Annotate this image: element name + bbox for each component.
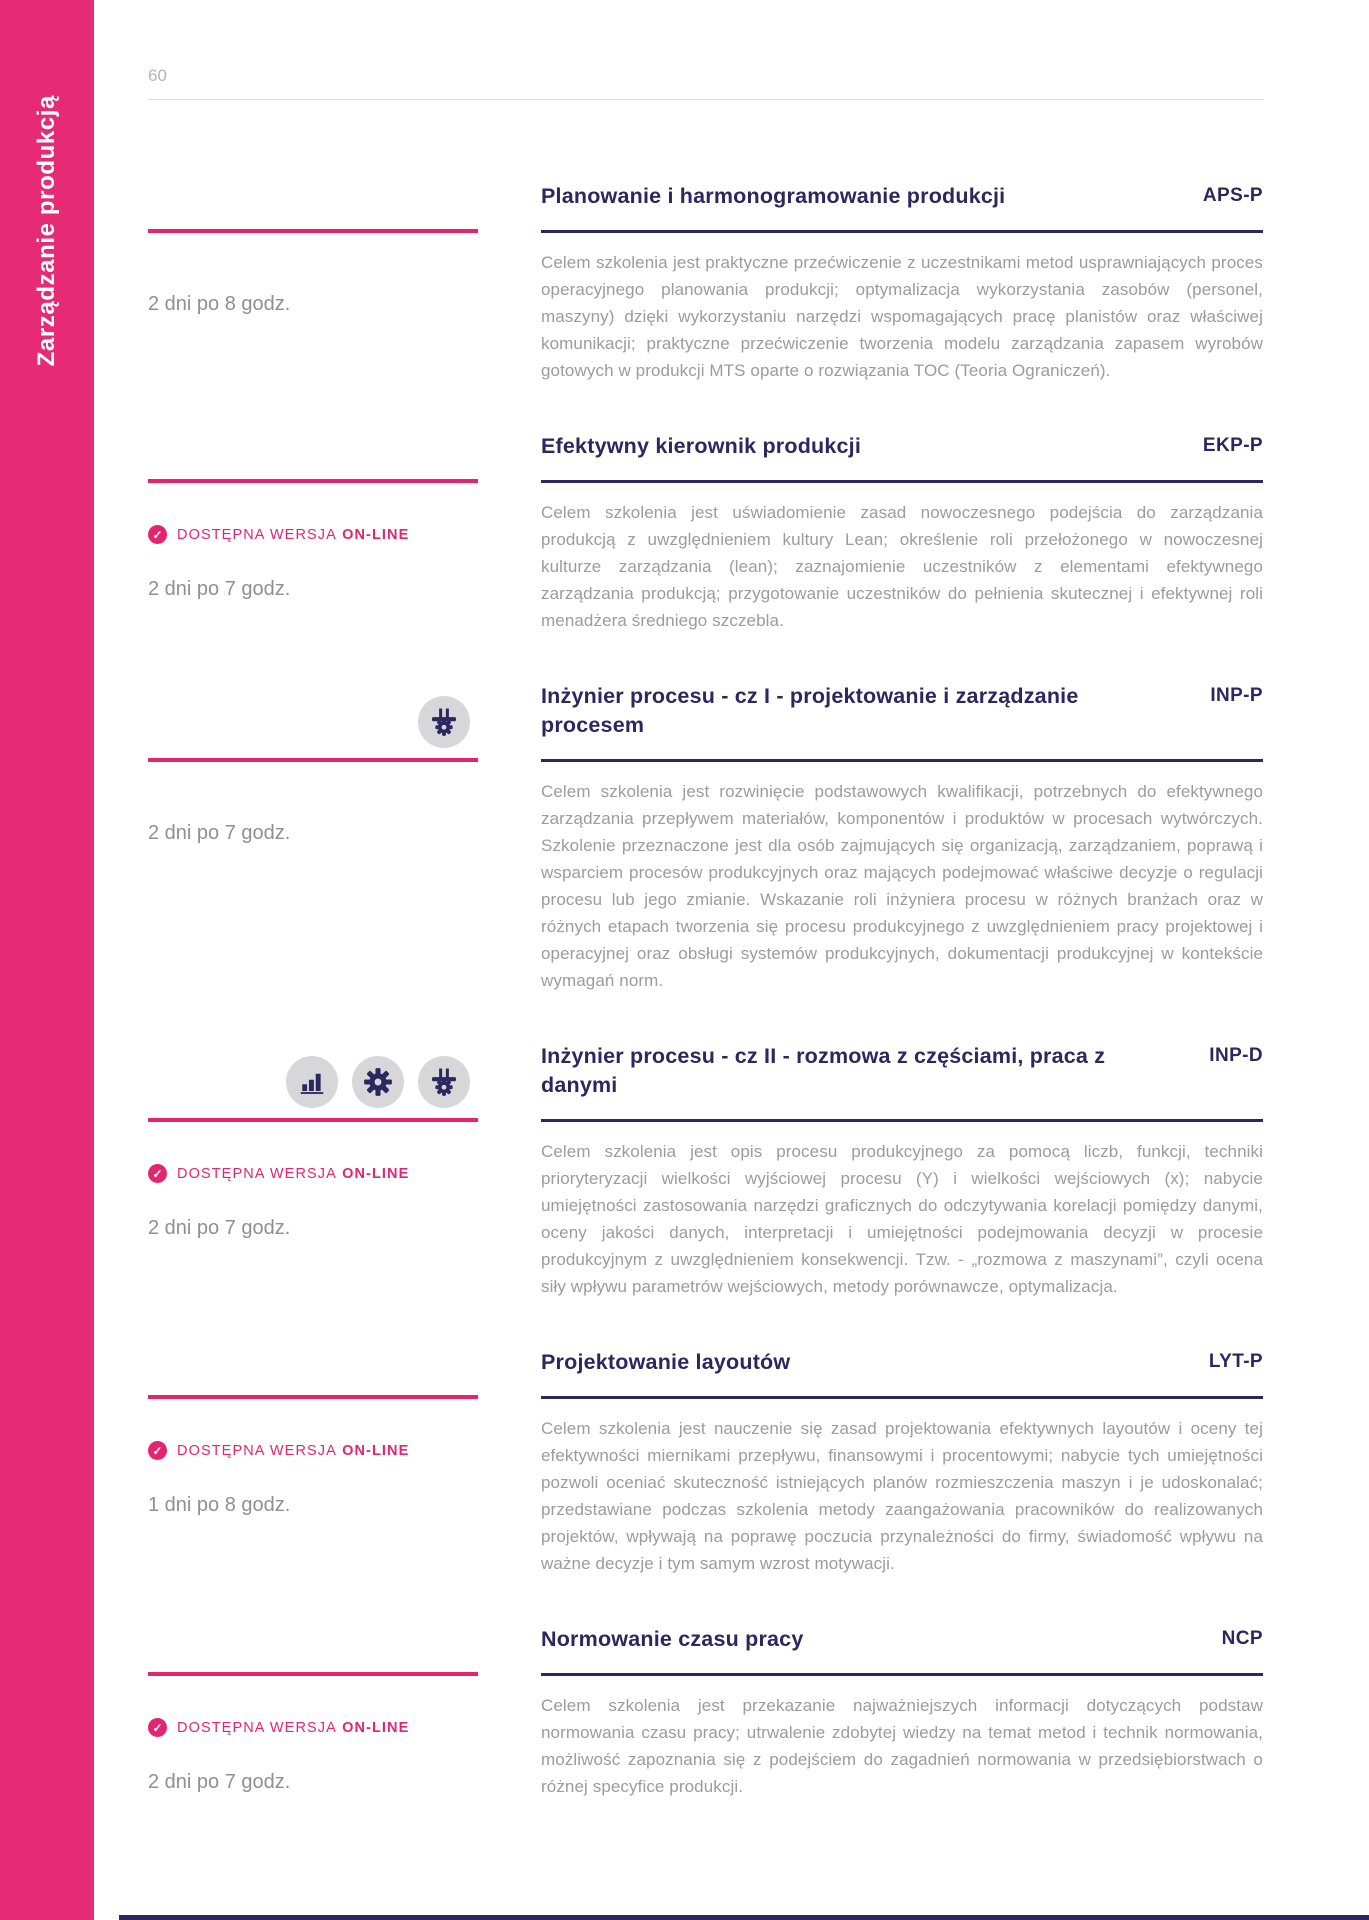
course-title-row (541, 432, 1263, 479)
check-icon: ✓ (148, 525, 167, 544)
course-code: INP-P (1210, 685, 1263, 707)
check-icon: ✓ (148, 1718, 167, 1737)
course-section (148, 682, 1263, 994)
online-badge (148, 525, 478, 544)
course-meta (148, 1122, 478, 1300)
course-duration: 2 dni po 7 godz. (148, 578, 291, 601)
course-section (148, 1042, 1263, 1300)
course-description: Celem szkolenia jest praktyczne przećwiczenie z uczestnikami metod usprawniających proces operacyjnego planowania produkcji; optymalizacja wykorzystania zasobów (personel, maszyny) dzięki wykorzystaniu narzędzi wspomagających pracę planistów oraz właściwej komunikacji; praktyczne przećwiczenie tworzenia modelu zarządzania zapasem wyrobów gotowych w produkcji MTS oparte o rozwiązania TOC (Teoria Ograniczeń). (541, 253, 1263, 381)
header-rule (148, 99, 1263, 100)
online-badge-label: DOSTĘPNA WERSJA ON-LINE (177, 1165, 410, 1182)
category-label: Zarządzanie produkcją (33, 95, 60, 367)
course-description: Celem szkolenia jest uświadomienie zasad nowoczesnego podejścia do zarządzania produkcją z uwzględnieniem kultury Lean; określenie roli przełożonego w nowoczesnej kulturze zarządzania (lean); zaznajomienie uczestników z elementami efektywnego zarządzania produkcją; przygotowanie uczestników do pełnienia skutecznej i efektywnej roli menadżera średniego szczebla. (541, 503, 1263, 631)
online-badge (148, 1441, 478, 1460)
category-sidebar (0, 0, 94, 1920)
online-badge (148, 1718, 478, 1737)
course-meta (148, 1676, 478, 1800)
course-title-row (541, 682, 1263, 758)
check-icon: ✓ (148, 1164, 167, 1183)
course-code: INP-D (1209, 1045, 1263, 1067)
course-duration: 2 dni po 7 godz. (148, 1217, 291, 1240)
course-title: Inżynier procesu - cz II - rozmowa z częściami, praca z danymi (541, 1044, 1106, 1098)
check-icon: ✓ (148, 1441, 167, 1460)
course-duration: 1 dni po 8 godz. (148, 1494, 291, 1517)
course-description: Celem szkolenia jest rozwinięcie podstawowych kwalifikacji, potrzebnych do efektywnego zarządzania przepływem materiałów, komponentów i produktów w procesach wytwórczych. Szkolenie przeznaczone jest dla osób zajmujących się organizacją, zarządzaniem, poprawą i wsparciem procesów produkcyjnych oraz mających podejmować właściwe decyzje o regulacji procesu lub jego zmianie. Wskazanie roli inżyniera procesu w różnych branżach oraz w różnych etapach tworzenia się procesu produkcyjnego z uwzględnieniem pracy projektowej i operacyjnej oraz obsługi systemów produkcyjnych, dokumentacji produkcyjnej w kontekście wymagań norm. (541, 782, 1263, 991)
online-badge-label: DOSTĘPNA WERSJA ON-LINE (177, 1442, 410, 1459)
course-code: EKP-P (1202, 435, 1263, 457)
course-title: Efektywny kierownik produkcji (541, 434, 862, 459)
page-number: 60 (148, 66, 167, 85)
course-code: NCP (1221, 1628, 1263, 1650)
gear-icon (352, 1056, 404, 1108)
course-duration: 2 dni po 7 godz. (148, 822, 291, 845)
course-section (148, 1348, 1263, 1577)
course-icons (148, 696, 478, 758)
course-title: Inżynier procesu - cz I - projektowanie i zarządzanie procesem (541, 684, 1079, 738)
online-badge-label: DOSTĘPNA WERSJA ON-LINE (177, 1719, 410, 1736)
course-duration: 2 dni po 7 godz. (148, 1771, 291, 1794)
footer-rule (119, 1915, 1369, 1920)
course-section (148, 432, 1263, 634)
course-title-row (541, 1042, 1263, 1118)
course-title: Planowanie i harmonogramowanie produkcji (541, 184, 1006, 208)
course-code: APS-P (1202, 185, 1263, 206)
course-meta (148, 1399, 478, 1577)
course-description: Celem szkolenia jest opis procesu produkcyjnego za pomocą liczb, funkcji, techniki prioryteryzacji wielkości wyjściowej procesu (Y) i wielkości wejściowych (x); nabycie umiejętności zastosowania narzędzi graficznych do odczytywania korelacji pomiędzy danymi, oceny jakości danych, interpretacji i umiejętności podejmowania decyzji w procesie produkcyjnym z uwzględnieniem konsekwencji. Tzw. - „rozmowa z maszynami”, czyli ocena siły wpływu parametrów wejściowych, metody porównawcze, optymalizacja. (541, 1142, 1263, 1297)
course-code: LYT-P (1208, 1351, 1263, 1373)
course-meta (148, 233, 478, 384)
course-list (148, 182, 1263, 1848)
course-title: Projektowanie layoutów (541, 1350, 791, 1375)
course-title: Normowanie czasu pracy (541, 1627, 804, 1652)
machine-icon (418, 696, 470, 748)
course-section (148, 182, 1263, 384)
online-badge-label: DOSTĘPNA WERSJA ON-LINE (177, 526, 410, 543)
course-title-row (541, 182, 1263, 229)
online-badge (148, 1164, 478, 1183)
course-title-row (541, 1625, 1263, 1672)
course-section (148, 1625, 1263, 1800)
course-description: Celem szkolenia jest nauczenie się zasad projektowania efektywnych layoutów i oceny tej efektywności miernikami przepływu, finansowymi i procentowymi; nabycie tych umiejętności pozwoli oceniać skuteczność istniejących planów rozmieszczenia maszyn i je udoskonalać; przedstawiane podczas szkolenia metody zaangażowania pracowników do realizowanych projektów, wpływają na poprawę poczucia przynależności do firmy, świadomość wpływu na ważne decyzje i tym samym wzrost motywacji. (541, 1419, 1263, 1574)
machine-icon (418, 1056, 470, 1108)
course-description: Celem szkolenia jest przekazanie najważniejszych informacji dotyczących podstaw normowania czasu pracy; utrwalenie zdobytej wiedzy na temat metod i technik normowania, możliwość zapoznania się z podejściem do zagadnień normowania w przedsiębiorstwach o różnej specyfice produkcji. (541, 1696, 1263, 1797)
course-duration: 2 dni po 8 godz. (148, 293, 291, 316)
course-icons (148, 1056, 478, 1118)
bar-chart-icon (286, 1056, 338, 1108)
course-title-row (541, 1348, 1263, 1395)
course-meta (148, 762, 478, 994)
course-meta (148, 483, 478, 634)
